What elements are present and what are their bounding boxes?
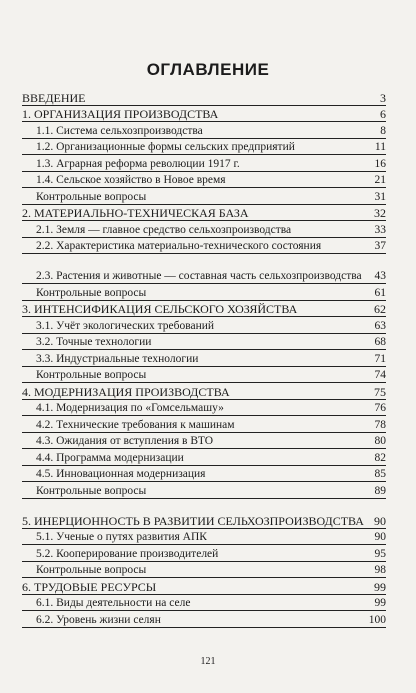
toc-entry-page: 90 xyxy=(370,515,386,528)
toc-entry-page: 37 xyxy=(371,240,387,253)
toc-subsection-entry xyxy=(22,529,386,546)
toc-entry-title: 3.3. Индустриальные технологии xyxy=(36,353,371,366)
toc-entry-page: 63 xyxy=(371,320,387,333)
toc-entry-page: 43 xyxy=(371,270,387,283)
toc-entry-title: Контрольные вопросы xyxy=(36,564,371,577)
toc-entry-title: 1.3. Аграрная реформа революции 1917 г. xyxy=(36,158,371,171)
toc-entry-page: 16 xyxy=(371,158,387,171)
toc-entry-title: 5.2. Кооперирование производителей xyxy=(36,548,371,561)
toc-subsection-entry xyxy=(22,139,386,156)
toc-entry-page: 21 xyxy=(371,174,387,187)
toc-entry-title: ВВЕДЕНИЕ xyxy=(22,92,376,105)
toc-entry-page: 89 xyxy=(371,485,387,498)
toc-entry-title: 4.4. Программа модернизации xyxy=(36,452,371,465)
toc-entry-page: 68 xyxy=(371,336,387,349)
page-title: ОГЛАВЛЕНИЕ xyxy=(146,60,270,79)
toc-entry-page: 8 xyxy=(376,125,386,138)
toc-subsection-entry xyxy=(22,400,386,417)
toc-subsection-entry xyxy=(22,482,386,499)
toc-entry-title: 4.1. Модернизация по «Гомсельмашу» xyxy=(36,402,371,415)
toc-section-entry xyxy=(22,106,386,123)
toc-entry-page: 78 xyxy=(371,419,387,432)
toc-subsection-entry xyxy=(22,221,386,238)
toc-entry-page: 99 xyxy=(371,597,387,610)
toc-subsection-entry xyxy=(22,611,386,628)
toc-entry-page: 33 xyxy=(371,224,387,237)
table-of-contents xyxy=(22,89,386,628)
toc-entry-page: 75 xyxy=(370,386,386,399)
toc-subsection-entry xyxy=(22,122,386,139)
toc-subsection-entry xyxy=(22,334,386,351)
toc-entry-title: 4. МОДЕРНИЗАЦИЯ ПРОИЗВОДСТВА xyxy=(22,386,370,399)
toc-subsection-entry xyxy=(22,317,386,334)
toc-entry-title: 6.2. Уровень жизни селян xyxy=(36,614,365,627)
toc-entry-title: 1. ОРГАНИЗАЦИЯ ПРОИЗВОДСТВА xyxy=(22,108,376,121)
toc-subsection-entry xyxy=(22,545,386,562)
toc-subsection-entry xyxy=(22,595,386,612)
toc-entry-title: 5.1. Ученые о путях развития АПК xyxy=(36,531,371,544)
toc-entry-title: 6.1. Виды деятельности на селе xyxy=(36,597,371,610)
toc-section-entry xyxy=(22,499,386,529)
toc-entry-page: 71 xyxy=(371,353,387,366)
toc-section-entry xyxy=(22,301,386,318)
toc-entry-page: 76 xyxy=(371,402,387,415)
toc-entry-title: 3.1. Учёт экологических требований xyxy=(36,320,371,333)
toc-entry-page: 74 xyxy=(371,369,387,382)
toc-entry-title: Контрольные вопросы xyxy=(36,485,371,498)
toc-subsection-entry xyxy=(22,433,386,450)
toc-subsection-entry xyxy=(22,172,386,189)
toc-entry-page: 82 xyxy=(371,452,387,465)
toc-subsection-entry xyxy=(22,188,386,205)
toc-entry-page: 11 xyxy=(371,141,386,154)
toc-subsection-entry xyxy=(22,449,386,466)
toc-section-entry xyxy=(22,383,386,400)
toc-entry-page: 95 xyxy=(371,548,387,561)
toc-entry-title: 2. МАТЕРИАЛЬНО-ТЕХНИЧЕСКАЯ БАЗА xyxy=(22,207,370,220)
toc-entry-title: 1.1. Система сельхозпроизводства xyxy=(36,125,376,138)
toc-subsection-entry xyxy=(22,367,386,384)
page-number: 121 xyxy=(200,656,216,667)
toc-entry-title: Контрольные вопросы xyxy=(36,369,371,382)
toc-entry-title: 2.1. Земля — главное средство сельхозпроизводства xyxy=(36,224,371,237)
toc-subsection-entry xyxy=(22,284,386,301)
toc-entry-title: Контрольные вопросы xyxy=(36,287,371,300)
toc-entry-title: 6. ТРУДОВЫЕ РЕСУРСЫ xyxy=(22,581,370,594)
toc-entry-page: 100 xyxy=(365,614,386,627)
toc-entry-page: 85 xyxy=(371,468,387,481)
toc-entry-title: 4.2. Технические требования к машинам xyxy=(36,419,371,432)
toc-section-entry xyxy=(22,89,386,106)
toc-entry-title: 4.5. Инновационная модернизация xyxy=(36,468,371,481)
toc-entry-title: 4.3. Ожидания от вступления в ВТО xyxy=(36,435,371,448)
toc-entry-title: 5. ИНЕРЦИОННОСТЬ В РАЗВИТИИ СЕЛЬХОЗПРОИЗВОДСТВА xyxy=(22,515,370,528)
toc-entry-page: 31 xyxy=(371,191,387,204)
toc-entry-page: 80 xyxy=(371,435,387,448)
toc-entry-title: 2.3. Растения и животные — составная часть сельхозпроизводства xyxy=(36,270,371,283)
toc-entry-title: 1.4. Сельское хозяйство в Новое время xyxy=(36,174,371,187)
toc-subsection-entry xyxy=(22,562,386,579)
toc-entry-page: 32 xyxy=(370,207,386,220)
toc-entry-title: 3.2. Точные технологии xyxy=(36,336,371,349)
toc-entry-page: 61 xyxy=(371,287,387,300)
toc-entry-page: 6 xyxy=(376,108,386,121)
toc-entry-page: 99 xyxy=(370,581,386,594)
toc-entry-page: 62 xyxy=(370,303,386,316)
toc-section-entry xyxy=(22,578,386,595)
toc-entry-page: 3 xyxy=(376,92,386,105)
toc-subsection-entry xyxy=(22,350,386,367)
toc-subsection-entry xyxy=(22,416,386,433)
toc-subsection-entry xyxy=(22,254,386,284)
toc-subsection-entry xyxy=(22,155,386,172)
toc-entry-title: 1.2. Организационные формы сельских предприятий xyxy=(36,141,371,154)
toc-entry-page: 90 xyxy=(371,531,387,544)
toc-entry-page: 98 xyxy=(371,564,387,577)
toc-entry-title: 2.2. Характеристика материально-технического состояния xyxy=(36,240,371,253)
toc-subsection-entry xyxy=(22,466,386,483)
toc-section-entry xyxy=(22,205,386,222)
toc-subsection-entry xyxy=(22,238,386,255)
toc-entry-title: Контрольные вопросы xyxy=(36,191,371,204)
toc-entry-title: 3. ИНТЕНСИФИКАЦИЯ СЕЛЬСКОГО ХОЗЯЙСТВА xyxy=(22,303,370,316)
